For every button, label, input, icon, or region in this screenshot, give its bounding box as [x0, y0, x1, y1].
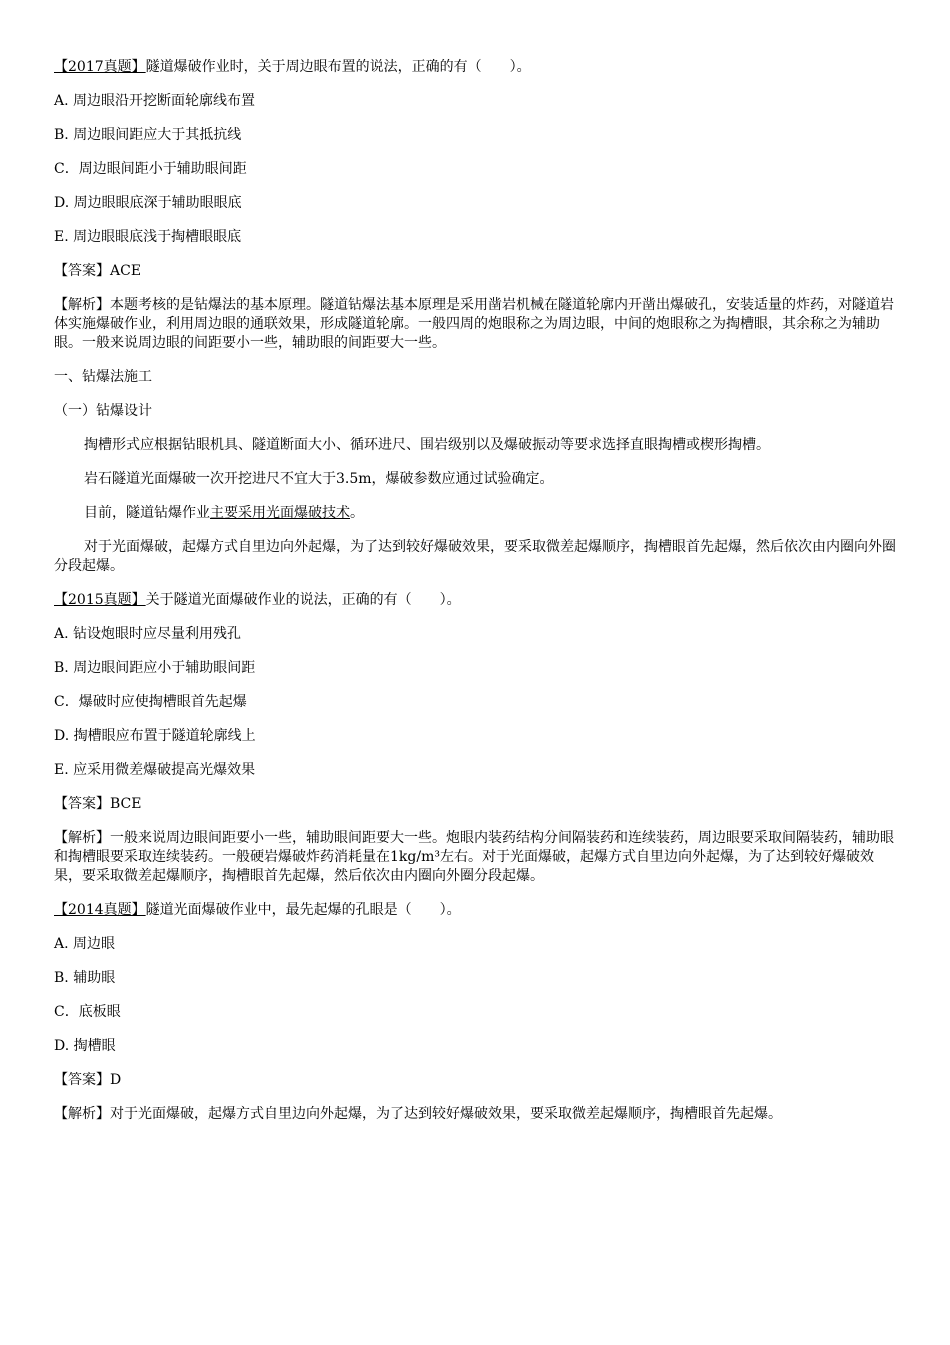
question-2014-answer: 【答案】D — [54, 1072, 122, 1088]
question-2017-option-e: E. 周边眼眼底浅于掏槽眼眼底 — [54, 229, 242, 245]
question-2017-option-d: D. 周边眼眼底深于辅助眼眼底 — [54, 195, 242, 211]
section-paragraph-2: 岩石隧道光面爆破一次开挖进尺不宜大于3.5m，爆破参数应通过试验确定。 — [84, 471, 554, 487]
question-2014-option-c: C．底板眼 — [54, 1004, 121, 1020]
question-2017-option-c: C．周边眼间距小于辅助眼间距 — [54, 161, 247, 177]
question-2015-option-e: E. 应采用微差爆破提高光爆效果 — [54, 762, 256, 778]
question-2015-answer: 【答案】BCE — [54, 796, 142, 812]
section-paragraph-1: 掏槽形式应根据钻眼机具、隧道断面大小、循环进尺、围岩级别以及爆破振动等要求选择直眼掏槽或楔形掏槽。 — [84, 437, 770, 453]
question-2014-option-a: A. 周边眼 — [54, 936, 116, 952]
question-2015-option-d: D. 掏槽眼应布置于隧道轮廓线上 — [54, 728, 256, 744]
question-2014-option-d: D. 掏槽眼 — [54, 1038, 116, 1054]
question-2017-text: 隧道爆破作业时，关于周边眼布置的说法，正确的有（ ）。 — [145, 59, 531, 75]
question-2015-text: 关于隧道光面爆破作业的说法，正确的有（ ）。 — [145, 592, 461, 608]
question-2017-analysis: 【解析】本题考核的是钻爆法的基本原理。隧道钻爆法基本原理是采用凿岩机械在隧道轮廓内开凿出爆破孔，安装适量的炸药，对隧道岩体实施爆破作业，利用周边眼的通联效果，形成隧道轮廓。一般四周的炮眼称之为周边眼，中间的炮眼称之为掏槽眼，其余称之为辅助眼。一般来说周边眼的间距要小一些，辅助眼的间距要大一些。 — [54, 297, 894, 351]
section-heading: 一、钻爆法施工 — [54, 369, 152, 385]
question-2015-analysis: 【解析】一般来说周边眼间距要小一些，辅助眼间距要大一些。炮眼内装药结构分间隔装药和连续装药，周边眼要采取间隔装药，辅助眼和掏槽眼要采取连续装药。一般硬岩爆破炸药消耗量在1kg/m³左右。对于光面爆破，起爆方式自里边向外起爆，为了达到较好爆破效果，要采取微差起爆顺序，掏槽眼首先起爆，然后依次由内圈向外圈分段起爆。 — [54, 830, 894, 884]
question-2014-analysis: 【解析】对于光面爆破，起爆方式自里边向外起爆，为了达到较好爆破效果，要采取微差起爆顺序，掏槽眼首先起爆。 — [54, 1106, 782, 1122]
question-2017-stem — [54, 58, 898, 77]
section-paragraph-3-prefix: 目前，隧道钻爆作业 — [84, 505, 210, 521]
section-subheading: （一）钻爆设计 — [54, 403, 152, 419]
question-2017-answer: 【答案】ACE — [54, 263, 142, 279]
question-2015-option-c: C．爆破时应使掏槽眼首先起爆 — [54, 694, 247, 710]
question-2015-tag: 【2015真题】 — [54, 592, 146, 608]
question-2015-option-b: B. 周边眼间距应小于辅助眼间距 — [54, 660, 256, 676]
question-2014-text: 隧道光面爆破作业中，最先起爆的孔眼是（ ）。 — [145, 902, 461, 918]
question-2015-option-a: A. 钻设炮眼时应尽量利用残孔 — [54, 626, 242, 642]
question-2017-option-a: A. 周边眼沿开挖断面轮廓线布置 — [54, 93, 256, 109]
question-2015-stem — [54, 591, 898, 610]
section-paragraph-4: 对于光面爆破，起爆方式自里边向外起爆，为了达到较好爆破效果，要采取微差起爆顺序，掏槽眼首先起爆，然后依次由内圈向外圈分段起爆。 — [54, 539, 896, 574]
section-paragraph-3-suffix: 。 — [350, 505, 364, 521]
section-paragraph-3-underlined: 主要采用光面爆破技术 — [210, 505, 350, 521]
section-paragraph-3 — [54, 504, 898, 523]
question-2014-tag: 【2014真题】 — [54, 902, 146, 918]
question-2017-tag: 【2017真题】 — [54, 59, 146, 75]
question-2014-option-b: B. 辅助眼 — [54, 970, 116, 986]
question-2017-option-b: B. 周边眼间距应大于其抵抗线 — [54, 127, 242, 143]
question-2014-stem — [54, 901, 898, 920]
